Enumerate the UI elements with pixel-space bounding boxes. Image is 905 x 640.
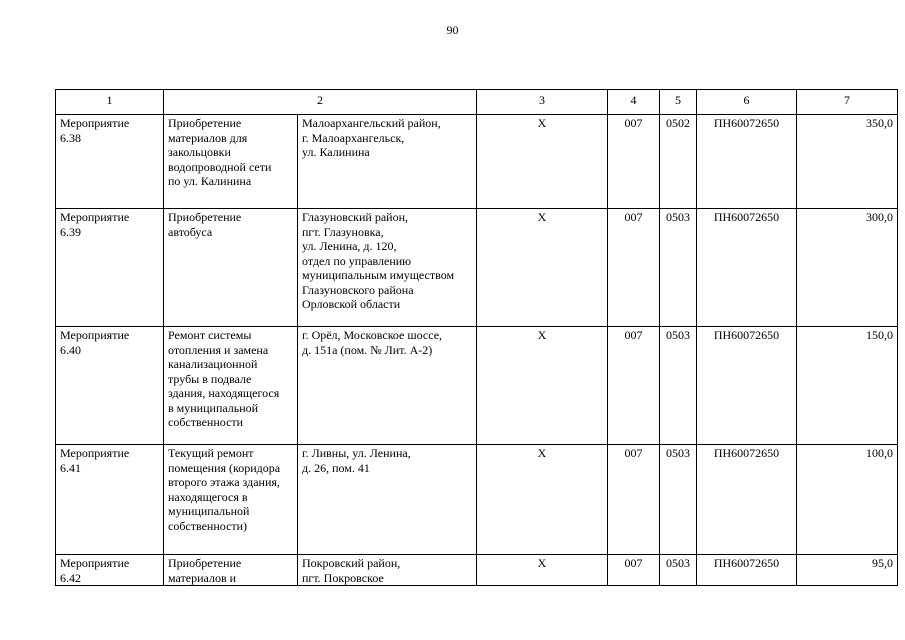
header-cell-2: 2 [164, 90, 477, 115]
cell-col3: X [477, 327, 608, 445]
page-number: 90 [446, 23, 459, 37]
cell-event: Мероприятие 6.40 [56, 327, 164, 445]
cell-col3: X [477, 115, 608, 209]
header-row [56, 90, 898, 115]
cell-name: Текущий ремонт помещения (коридора второго этажа здания, находящегося в муниципальной собственности) [164, 445, 298, 555]
cell-event: Мероприятие 6.41 [56, 445, 164, 555]
cell-col4: 007 [608, 445, 660, 555]
cell-name: Приобретение автобуса [164, 209, 298, 327]
header-cell-4: 4 [608, 90, 660, 115]
cell-col5: 0502 [660, 115, 697, 209]
cell-event: Мероприятие 6.38 [56, 115, 164, 209]
table-row [56, 555, 898, 586]
header-cell-6: 6 [697, 90, 797, 115]
header-cell-7: 7 [797, 90, 898, 115]
cell-col6: ПН60072650 [697, 115, 797, 209]
cell-col3: X [477, 555, 608, 586]
cell-col7: 150,0 [797, 327, 898, 445]
cell-col5: 0503 [660, 555, 697, 586]
cell-col6: ПН60072650 [697, 209, 797, 327]
cell-col5: 0503 [660, 327, 697, 445]
cell-col3: X [477, 445, 608, 555]
cell-location: г. Орёл, Московское шоссе, д. 151а (пом. № Лит. А-2) [298, 327, 477, 445]
cell-col4: 007 [608, 115, 660, 209]
table-row [56, 209, 898, 327]
cell-col6: ПН60072650 [697, 445, 797, 555]
cell-col4: 007 [608, 555, 660, 586]
cell-name: Ремонт системы отопления и замена канализационной трубы в подвале здания, находящегося в муниципальной собственности [164, 327, 298, 445]
table-row [56, 115, 898, 209]
cell-col6: ПН60072650 [697, 555, 797, 586]
header-cell-3: 3 [477, 90, 608, 115]
cell-event: Мероприятие 6.39 [56, 209, 164, 327]
budget-table [55, 89, 898, 586]
cell-location: Покровский район, пгт. Покровское [298, 555, 477, 586]
cell-col7: 95,0 [797, 555, 898, 586]
table-row [56, 327, 898, 445]
cell-col7: 300,0 [797, 209, 898, 327]
cell-col7: 100,0 [797, 445, 898, 555]
header-cell-1: 1 [56, 90, 164, 115]
cell-location: г. Ливны, ул. Ленина, д. 26, пом. 41 [298, 445, 477, 555]
cell-col5: 0503 [660, 209, 697, 327]
cell-col4: 007 [608, 209, 660, 327]
cell-location: Глазуновский район, пгт. Глазуновка, ул. Ленина, д. 120, отдел по управлению муниципальным имуществом Глазуновского района Орловской области [298, 209, 477, 327]
cell-event: Мероприятие 6.42 [56, 555, 164, 586]
cell-col3: X [477, 209, 608, 327]
cell-col5: 0503 [660, 445, 697, 555]
cell-location: Малоархангельский район, г. Малоархангельск, ул. Калинина [298, 115, 477, 209]
cell-col4: 007 [608, 327, 660, 445]
header-cell-5: 5 [660, 90, 697, 115]
cell-name: Приобретение материалов для закольцовки водопроводной сети по ул. Калинина [164, 115, 298, 209]
cell-col7: 350,0 [797, 115, 898, 209]
cell-col6: ПН60072650 [697, 327, 797, 445]
table-row [56, 445, 898, 555]
cell-name: Приобретение материалов и [164, 555, 298, 586]
